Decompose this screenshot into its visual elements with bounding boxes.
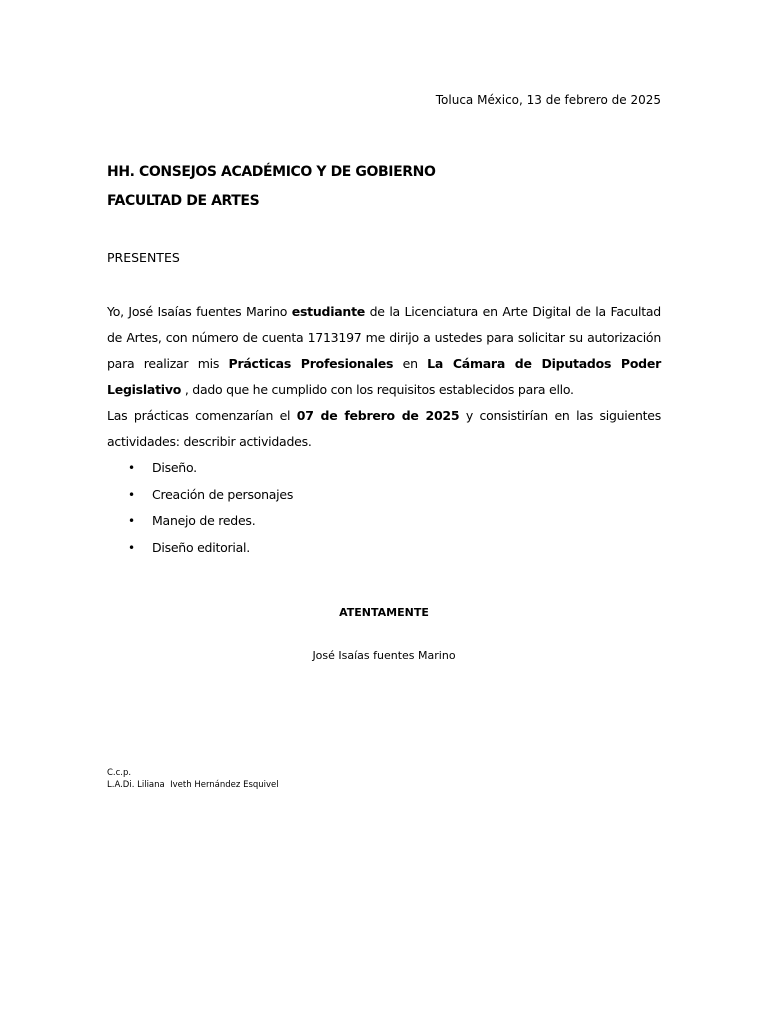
bullet-icon: • xyxy=(128,514,135,528)
bullet-icon: • xyxy=(128,487,135,502)
letter-body xyxy=(107,299,661,561)
activity-label: Manejo de redes. xyxy=(152,513,256,528)
start-date-emphasis: 07 de febrero de 2025 xyxy=(296,408,460,423)
activity-label: Diseño. xyxy=(152,460,197,475)
paragraph-request-text-b: de la Licenciatura en Arte Digital de la Facultad de Artes, con número de cuenta 1713197 me dirijo a ustedes para solicitar su autorización para realizar mis xyxy=(107,304,661,371)
date-line: Toluca México, 13 de febrero de 2025 xyxy=(435,93,661,107)
ccp-block xyxy=(107,767,279,791)
closing-line: ATENTAMENTE xyxy=(339,606,429,619)
activity-label: Creación de personajes xyxy=(152,486,294,502)
paragraph-start-text-a: Las prácticas comenzarían el xyxy=(107,408,297,423)
bullet-icon: • xyxy=(128,540,135,555)
institution-emphasis: La Cámara de Diputados Poder Legislativo xyxy=(107,356,662,397)
bullet-icon: • xyxy=(128,461,135,475)
list-item xyxy=(107,455,661,482)
paragraph-start-date xyxy=(107,403,661,455)
ccp-label: C.c.p. xyxy=(107,768,132,778)
paragraph-request xyxy=(107,299,661,403)
practicas-emphasis: Prácticas Profesionales xyxy=(228,356,394,371)
paragraph-request-text-a: Yo, José Isaías fuentes Marino xyxy=(107,304,292,319)
list-item xyxy=(107,482,661,509)
paragraph-start-text-b: y consistirían en las siguientes actividades: describir actividades. xyxy=(107,408,661,449)
paragraph-request-text-d: , dado que he cumplido con los requisitos establecidos para ello. xyxy=(181,382,574,397)
recipient-line-1: HH. CONSEJOS ACADÉMICO Y DE GOBIERNO xyxy=(107,164,436,180)
recipient-line-2: FACULTAD DE ARTES xyxy=(107,193,260,209)
paragraph-request-text-c: en xyxy=(393,356,428,371)
ccp-name: L.A.Di. Liliana Iveth Hernández Esquivel xyxy=(107,780,279,790)
student-emphasis: estudiante xyxy=(291,304,366,319)
list-item xyxy=(107,535,661,562)
activities-list xyxy=(107,455,661,561)
salutation: PRESENTES xyxy=(107,250,180,265)
activity-label: Diseño editorial. xyxy=(152,539,250,555)
signer-name: José Isaías fuentes Marino xyxy=(312,649,456,662)
list-item xyxy=(107,508,661,535)
